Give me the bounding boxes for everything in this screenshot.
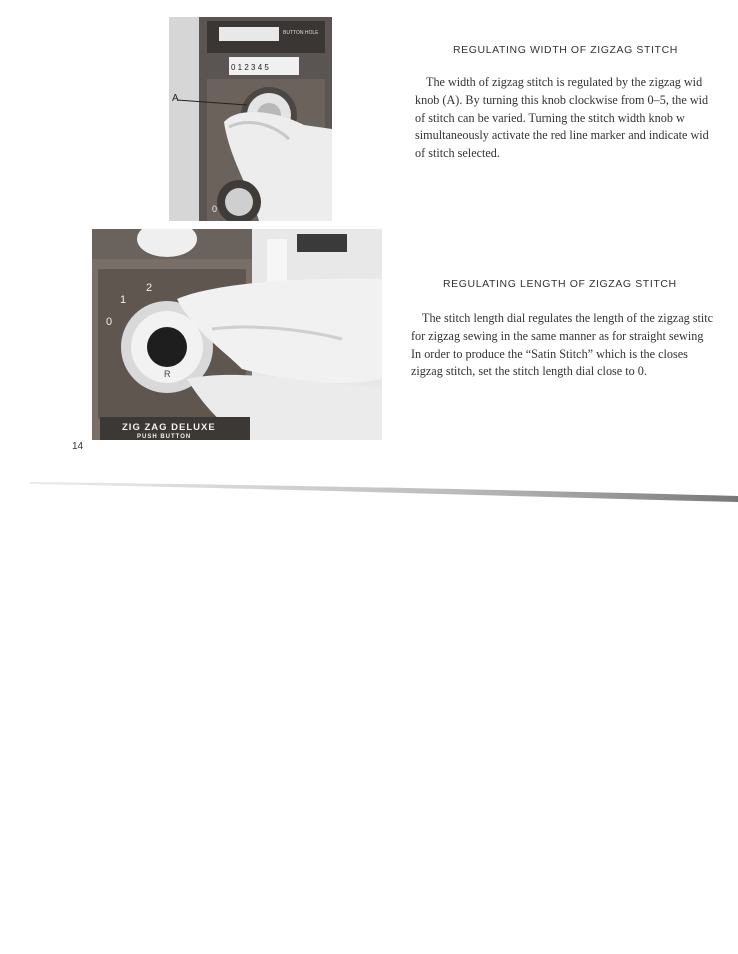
page-number: 14 [72,441,84,452]
stitch-length-photo [92,229,382,440]
width-scale-digits: 0 1 2 3 4 5 [231,63,269,72]
length-line-3: In order to produce the “Satin Stitch” which is the closes [411,346,688,361]
length-dial-number-0: 0 [106,316,113,328]
buttonhole-badge: BUTTON HOLE [283,30,319,36]
width-line-5: of stitch selected. [415,146,500,161]
brand-line-2: PUSH BUTTON [137,434,192,440]
width-section-body [415,74,728,163]
length-section-body [411,310,728,381]
width-dial-two: 2 [245,167,251,177]
length-dial-number-1: 1 [120,294,127,306]
stitch-width-photo [169,17,332,221]
callout-a: A [172,93,179,104]
length-section-heading: REGULATING LENGTH OF ZIGZAG STITCH [443,278,677,290]
length-dial-number-2: 2 [146,282,153,294]
width-section-heading: REGULATING WIDTH OF ZIGZAG STITCH [453,44,678,56]
width-line-3: of stitch can be varied. Turning the stitch width knob w [415,110,685,125]
length-line-2: for zigzag sewing in the same manner as for straight sewing [411,328,704,343]
reverse-mark: R [164,369,171,379]
width-line-1: The width of zigzag stitch is regulated by the zigzag wid [426,75,703,89]
length-line-4: zigzag stitch, set the stitch length dial close to 0. [411,364,647,379]
page-fold-shadow [0,470,738,530]
width-line-4: simultaneously activate the red line marker and indicate wid [415,128,709,143]
length-line-1: The stitch length dial regulates the length of the zigzag stitc [422,311,714,325]
width-line-2: knob (A). By turning this knob clockwise from 0–5, the wid [415,92,709,107]
brand-line-1: ZIG ZAG DELUXE [122,422,216,433]
width-dial-zero: 0 [212,204,218,214]
